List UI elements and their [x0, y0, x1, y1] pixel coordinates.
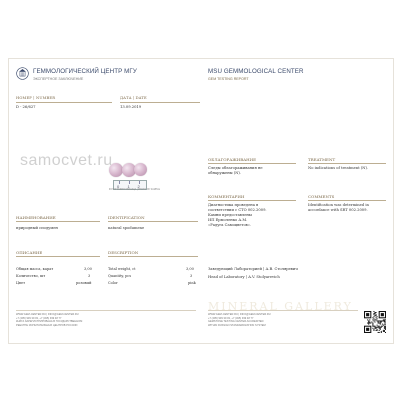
photo-watermark: samocvet.ru [20, 152, 113, 169]
description-en-name: Total weight, ct [108, 267, 136, 271]
ru-subtitle: ЭКСПЕРТНОЕ ЗАКЛЮЧЕНИЕ [33, 77, 84, 81]
comments-en-label: COMMENTS [308, 194, 335, 199]
divider [208, 163, 296, 164]
footer-left-line: +7 (495) 939 39 03, +7 (495) 939 48 77 [16, 316, 62, 320]
mineral-gallery-watermark: MINERAL GALLERY [208, 300, 353, 313]
divider [120, 102, 200, 103]
divider [16, 256, 100, 257]
treatment-en-label: TREATMENT [308, 157, 336, 162]
divider [308, 163, 386, 164]
description-en-value: 3 [190, 274, 193, 278]
footer-right-line: +7 (495) 939 39 03, +7 (495) 939 48 77 [208, 316, 254, 320]
description-en-value: 3,00 [186, 267, 194, 271]
treatment-ru-value-2: обнаружены (N). [208, 171, 242, 175]
divider [308, 200, 386, 201]
description-en-name: Color [108, 281, 118, 285]
scale-number: 0 [117, 183, 120, 189]
footer-right-line: WWW.GEM-CENTER.RU | INFO@GEM-CENTER.RU [208, 313, 271, 316]
footer-left-line: КНИГА ЗАРЕГИСТРИРОВАНА В ГОСУДАРСТВЕННОМ [16, 320, 83, 323]
signature-en: Head of Laboratory | A.V. Stolyarevich [208, 275, 280, 279]
comments-ru-line: соответствии с СТО 002.2009. [208, 208, 267, 212]
naming-en-label: IDENTIFICATION [108, 215, 145, 220]
divider [16, 102, 112, 103]
treatment-en-value: No indications of treatment (N). [308, 166, 369, 170]
divider [108, 221, 198, 222]
en-title: MSU GEMMOLOGICAL CENTER [208, 68, 304, 75]
scale-number: 1 [127, 183, 130, 189]
naming-ru-value: природный сподумен [16, 226, 58, 230]
divider [208, 200, 296, 201]
number-value: D - 26/627 [16, 105, 36, 109]
comments-ru-line: «Радуга Самоцветов». [208, 223, 252, 227]
naming-ru-label: НАИМЕНОВАНИЕ [16, 215, 56, 220]
en-subtitle: GEM TESTING REPORT [208, 77, 249, 81]
description-ru-value: 3,00 [84, 267, 92, 271]
description-ru-value: розовый [76, 281, 92, 285]
comments-en-line: accordance with SRT 002.2009. [308, 208, 368, 212]
signature-ru: Заведующий Лабораторией | А.В. Столяревич [208, 267, 298, 271]
treatment-ru-value-1: Следы облагораживания не [208, 166, 263, 170]
sample-stone [134, 163, 147, 176]
description-ru-value: 3 [88, 274, 91, 278]
divider [16, 221, 100, 222]
comments-en-line: Identification was determined in [308, 203, 369, 207]
msu-logo-icon [16, 67, 29, 80]
date-value: 13.09.2019 [120, 105, 142, 109]
footer-right-line: GEMSTONE TESTING CENTER ACCREDITED [208, 320, 264, 323]
comments-ru-label: КОММЕНТАРИИ [208, 194, 245, 199]
description-en-label: DESCRIPTION [108, 250, 139, 255]
divider [208, 310, 358, 311]
naming-en-value: natural spodumene [108, 226, 145, 230]
footer-left-line: РЕЕСТРЕ ИСПЫТАТЕЛЬНЫХ ЦЕНТРОВ РОССИИ [16, 323, 78, 327]
description-ru-name: Цвет [16, 281, 26, 285]
ru-title: ГЕММОЛОГИЧЕСКИЙ ЦЕНТР МГУ [33, 68, 137, 75]
description-en-value: pink [188, 281, 196, 285]
footer-right-line: WITHIN RUSSIAN STANDARDIZATION SYSTEM [208, 323, 266, 327]
description-ru-name: Общая масса, карат [16, 267, 54, 271]
description-en-name: Quantity, pcs [108, 274, 132, 278]
number-label: НОМЕР | NUMBER [16, 96, 56, 100]
divider [108, 256, 198, 257]
description-ru-name: Количество, шт [16, 274, 46, 278]
comments-ru-line: ИП Ермоленко А.М. [208, 218, 248, 222]
divider [16, 310, 196, 311]
photo-caption: ФОТОГРАФИЯ ОБРАЗЦА | PHOTO OF SAMPLE [109, 189, 160, 191]
footer-left-line: WWW.GEM-CENTER.RU | INFO@GEM-CENTER.RU [16, 313, 79, 316]
treatment-ru-label: ОБЛАГОРАЖИВАНИЕ [208, 157, 257, 162]
date-label: ДАТА | DATE [120, 96, 147, 100]
comments-ru-line: Камни предоставлены [208, 213, 252, 217]
qr-code-icon [364, 311, 386, 333]
description-ru-label: ОПИСАНИЕ [16, 250, 43, 255]
scale-number: 2 [137, 183, 140, 189]
comments-ru-line: Диагностика проведена в [208, 203, 259, 207]
